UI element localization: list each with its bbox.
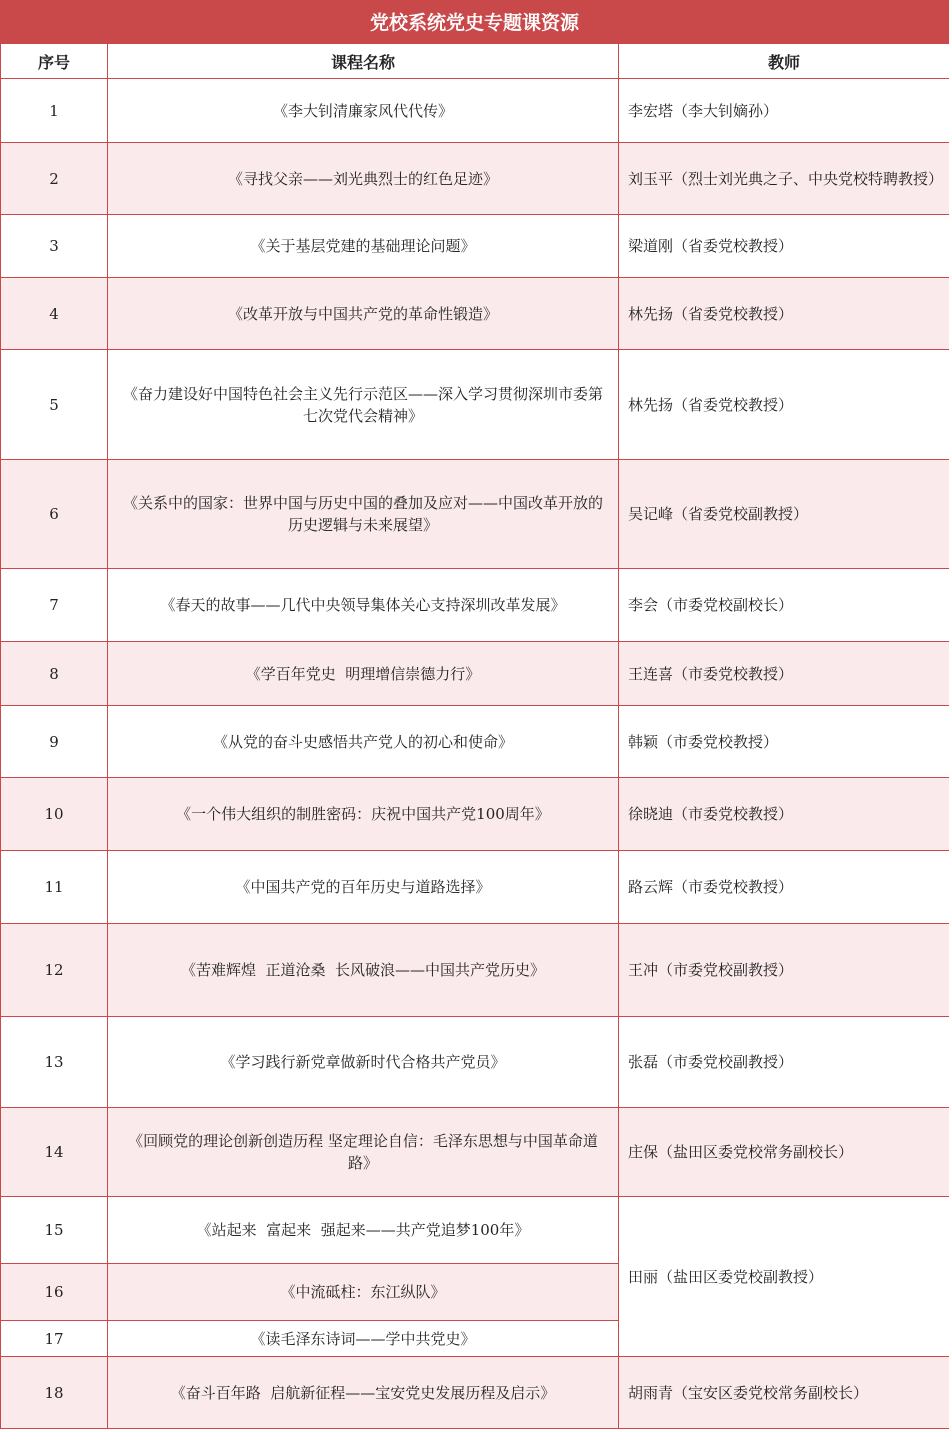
table-row (1, 642, 949, 706)
header-teacher: 教师 (619, 44, 949, 79)
table-row (1, 706, 949, 778)
row-index: 6 (1, 460, 108, 569)
row-teacher: 路云辉（市委党校教授） (619, 851, 949, 924)
row-teacher: 吴记峰（省委党校副教授） (619, 460, 949, 569)
row-index: 8 (1, 642, 108, 706)
row-course: 《改革开放与中国共产党的革命性锻造》 (108, 278, 619, 350)
table-row (1, 350, 949, 460)
row-course: 《回顾党的理论创新创造历程 坚定理论自信：毛泽东思想与中国革命道路》 (108, 1108, 619, 1197)
row-index: 10 (1, 778, 108, 851)
row-teacher: 李宏塔（李大钊嫡孙） (619, 79, 949, 143)
course-table (0, 43, 949, 1429)
row-course: 《中国共产党的百年历史与道路选择》 (108, 851, 619, 924)
table-row (1, 1108, 949, 1197)
row-teacher: 韩颖（市委党校教授） (619, 706, 949, 778)
row-teacher: 王连喜（市委党校教授） (619, 642, 949, 706)
table-row (1, 1017, 949, 1108)
row-index: 11 (1, 851, 108, 924)
row-index: 14 (1, 1108, 108, 1197)
row-teacher: 徐晓迪（市委党校教授） (619, 778, 949, 851)
table-row (1, 215, 949, 278)
row-index: 17 (1, 1321, 108, 1357)
table-row (1, 569, 949, 642)
row-index: 18 (1, 1357, 108, 1429)
row-course: 《奋斗百年路 启航新征程——宝安党史发展历程及启示》 (108, 1357, 619, 1429)
header-course: 课程名称 (108, 44, 619, 79)
row-teacher: 庄保（盐田区委党校常务副校长） (619, 1108, 949, 1197)
table-row (1, 79, 949, 143)
table-row (1, 1197, 949, 1264)
row-index: 12 (1, 924, 108, 1017)
row-teacher: 胡雨青（宝安区委党校常务副校长） (619, 1357, 949, 1429)
row-course: 《寻找父亲——刘光典烈士的红色足迹》 (108, 143, 619, 215)
row-course: 《春天的故事——几代中央领导集体关心支持深圳改革发展》 (108, 569, 619, 642)
row-course: 《李大钊清廉家风代代传》 (108, 79, 619, 143)
row-index: 9 (1, 706, 108, 778)
table-row (1, 924, 949, 1017)
row-teacher: 林先扬（省委党校教授） (619, 278, 949, 350)
table-row (1, 851, 949, 924)
table-row (1, 778, 949, 851)
row-teacher: 张磊（市委党校副教授） (619, 1017, 949, 1108)
row-teacher: 刘玉平（烈士刘光典之子、中央党校特聘教授） (619, 143, 949, 215)
row-course: 《中流砥柱：东江纵队》 (108, 1264, 619, 1321)
row-course: 《学习践行新党章做新时代合格共产党员》 (108, 1017, 619, 1108)
table-row (1, 460, 949, 569)
row-teacher: 王冲（市委党校副教授） (619, 924, 949, 1017)
row-teacher: 梁道刚（省委党校教授） (619, 215, 949, 278)
row-course: 《关系中的国家：世界中国与历史中国的叠加及应对——中国改革开放的历史逻辑与未来展望》 (108, 460, 619, 569)
row-index: 7 (1, 569, 108, 642)
table-row (1, 278, 949, 350)
row-index: 5 (1, 350, 108, 460)
table-header-row (1, 44, 949, 79)
row-course: 《读毛泽东诗词——学中共党史》 (108, 1321, 619, 1357)
header-index: 序号 (1, 44, 108, 79)
page-title: 党校系统党史专题课资源 (0, 0, 949, 43)
row-index: 4 (1, 278, 108, 350)
row-index: 16 (1, 1264, 108, 1321)
table-row (1, 143, 949, 215)
row-course: 《关于基层党建的基础理论问题》 (108, 215, 619, 278)
row-course: 《奋力建设好中国特色社会主义先行示范区——深入学习贯彻深圳市委第七次党代会精神》 (108, 350, 619, 460)
row-index: 2 (1, 143, 108, 215)
row-course: 《站起来 富起来 强起来——共产党追梦100年》 (108, 1197, 619, 1264)
row-index: 13 (1, 1017, 108, 1108)
row-course: 《苦难辉煌 正道沧桑 长风破浪——中国共产党历史》 (108, 924, 619, 1017)
row-index: 15 (1, 1197, 108, 1264)
row-course: 《学百年党史 明理增信崇德力行》 (108, 642, 619, 706)
row-index: 3 (1, 215, 108, 278)
row-teacher: 李会（市委党校副校长） (619, 569, 949, 642)
row-course: 《一个伟大组织的制胜密码：庆祝中国共产党100周年》 (108, 778, 619, 851)
row-teacher: 林先扬（省委党校教授） (619, 350, 949, 460)
table-row (1, 1357, 949, 1429)
row-index: 1 (1, 79, 108, 143)
row-teacher: 田丽（盐田区委党校副教授） (619, 1197, 949, 1357)
row-course: 《从党的奋斗史感悟共产党人的初心和使命》 (108, 706, 619, 778)
